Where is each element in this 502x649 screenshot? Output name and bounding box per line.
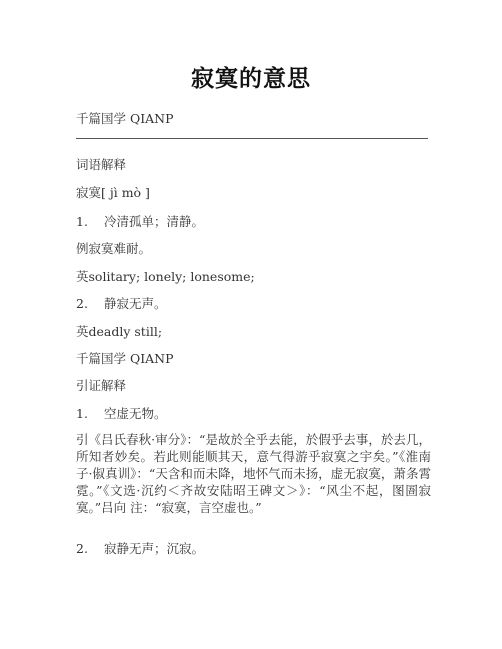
citation-1 xyxy=(76,404,167,422)
pinyin-line: 寂寞[ jì mò ] xyxy=(76,185,150,200)
section-heading-word-explanation: 词语解释 xyxy=(76,157,127,172)
sense-2 xyxy=(76,294,167,312)
citation-2-text: 寂静无声；沉寂。 xyxy=(104,541,205,556)
source-label-2: 千篇国学 QIANP xyxy=(76,351,174,366)
sense-2-text: 静寂无声。 xyxy=(104,296,167,311)
example-line: 例寂寞难耐。 xyxy=(76,241,152,256)
sense-1 xyxy=(76,212,204,230)
source-label: 千篇国学 QIANP xyxy=(76,111,174,126)
citation-2-number: 2. xyxy=(76,541,88,556)
citation-1-number: 1. xyxy=(76,406,88,421)
citation-paragraph: 引《吕氏春秋·审分》：“是故於全乎去能，於假乎去事，於去几，所知者妙矣。若此则能顺其天，意气得游乎寂寞之宇矣。”《淮南子·俶真训》：“天含和而未降，地怀气而未扬，虚无寂寞，萧条霄霓。”《文选·沉约＜齐故安陆昭王碑文＞》：“风尘不起，图圄寂寞。”吕向 注：“寂寞，言空虚也。” xyxy=(76,432,431,515)
citation-1-text: 空虚无物。 xyxy=(104,406,167,421)
sense-1-number: 1. xyxy=(76,214,88,229)
english-line-2: 英deadly still; xyxy=(76,324,163,339)
sense-2-number: 2. xyxy=(76,296,88,311)
sense-1-text: 冷清孤单；清静。 xyxy=(104,214,205,229)
section-heading-citation: 引证解释 xyxy=(76,378,127,393)
document-title: 寂寞的意思 xyxy=(191,65,311,92)
citation-2 xyxy=(76,539,204,557)
english-line-1: 英solitary; lonely; lonesome; xyxy=(76,269,255,284)
horizontal-divider xyxy=(76,138,428,139)
